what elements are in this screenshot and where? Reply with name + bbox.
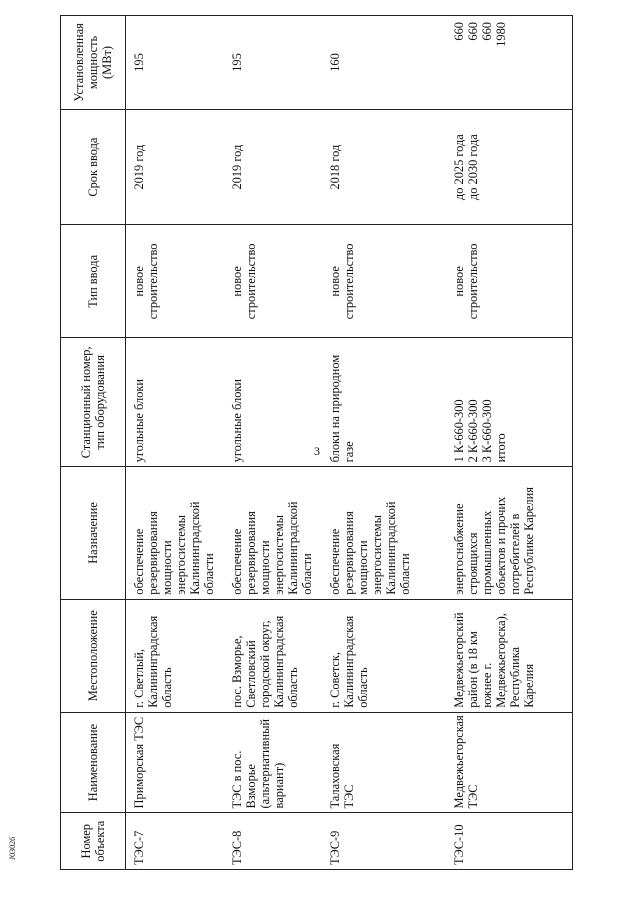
term-line: 2018 год — [328, 144, 342, 190]
header-location: Местоположение — [61, 599, 126, 712]
table-row — [322, 16, 446, 870]
header-term: Срок ввода — [61, 109, 126, 224]
object-purpose: обеспечение резервирования мощности энергосистемы Калининградской области — [322, 467, 446, 599]
header-equipment: Станционный номер, тип оборудования — [61, 338, 126, 467]
header-name: Наименование — [61, 712, 126, 813]
object-equipment: блоки на природном газе — [322, 338, 446, 467]
object-term — [322, 109, 446, 224]
object-name: Приморская ТЭС — [126, 712, 225, 813]
object-name: ТЭС в пос. Взморье (альтернативный вариант) — [224, 712, 322, 813]
table-header-row — [61, 16, 126, 870]
term-line: 2019 год — [230, 144, 244, 190]
capacity-line: 660 — [452, 22, 466, 41]
header-capacity: Установленная мощность (МВт) — [61, 16, 126, 110]
object-number: ТЭС-7 — [126, 813, 225, 870]
equipment-line: 3 К-660-300 — [480, 399, 494, 463]
object-location: пос. Взморье, Светловский городской округ, Калининградская область — [224, 599, 322, 712]
equipment-line: итого — [494, 433, 508, 463]
object-capacity — [224, 16, 322, 110]
object-equipment — [224, 338, 322, 467]
object-capacity — [446, 16, 573, 110]
capacity-line: 1980 — [494, 22, 508, 47]
object-input-type: новое строительство — [446, 225, 573, 338]
document-code: J03026 — [8, 836, 17, 860]
capacity-line: 660 — [466, 22, 480, 41]
object-location: г. Светлый, Калининградская область — [126, 599, 225, 712]
object-location: Медвежьегорский район (в 18 км южнее г. Медвежьегорска), Республика Карелия — [446, 599, 573, 712]
object-term — [446, 109, 573, 224]
table-row — [224, 16, 322, 870]
object-input-type: новое строительство — [322, 225, 446, 338]
object-input-type: новое строительство — [126, 225, 225, 338]
capacity-line: 195 — [230, 53, 244, 72]
object-equipment — [126, 338, 225, 467]
equipment-line: угольные блоки — [132, 378, 146, 463]
table-row — [446, 16, 573, 870]
power-plants-table — [60, 15, 573, 870]
table-row — [126, 16, 225, 870]
term-line: 2019 год — [132, 144, 146, 190]
object-equipment — [446, 338, 573, 467]
object-purpose: обеспечение резервирования мощности энергосистемы Калининградской области — [126, 467, 225, 599]
equipment-line: 1 К-660-300 — [452, 399, 466, 463]
object-location: г. Советск, Калининградская область — [322, 599, 446, 712]
equipment-line: 2 К-660-300 — [466, 399, 480, 463]
header-purpose: Назначение — [61, 467, 126, 599]
object-purpose: обеспечение резервирования мощности энергосистемы Калининградской области — [224, 467, 322, 599]
object-name: Медвежьегорская ТЭС — [446, 712, 573, 813]
equipment-line: угольные блоки — [230, 378, 244, 463]
object-name: Талаховская ТЭС — [322, 712, 446, 813]
page-number: 3 — [314, 444, 320, 458]
object-number: ТЭС-10 — [446, 813, 573, 870]
header-input-type: Тип ввода — [61, 225, 126, 338]
term-line: до 2030 года — [466, 134, 480, 201]
object-number: ТЭС-8 — [224, 813, 322, 870]
term-line: до 2025 года — [452, 134, 466, 201]
object-capacity — [126, 16, 225, 110]
object-purpose: энергоснабжение строящихся промышленных объектов и прочих потребителей в Республике Карелия — [446, 467, 573, 599]
object-input-type: новое строительство — [224, 225, 322, 338]
rotated-table-container — [60, 15, 616, 870]
capacity-line: 195 — [132, 53, 146, 72]
object-capacity — [322, 16, 446, 110]
object-term — [224, 109, 322, 224]
header-object-number: Номер объекта — [61, 813, 126, 870]
object-number: ТЭС-9 — [322, 813, 446, 870]
capacity-line: 160 — [328, 53, 342, 72]
object-term — [126, 109, 225, 224]
capacity-line: 660 — [480, 22, 494, 41]
